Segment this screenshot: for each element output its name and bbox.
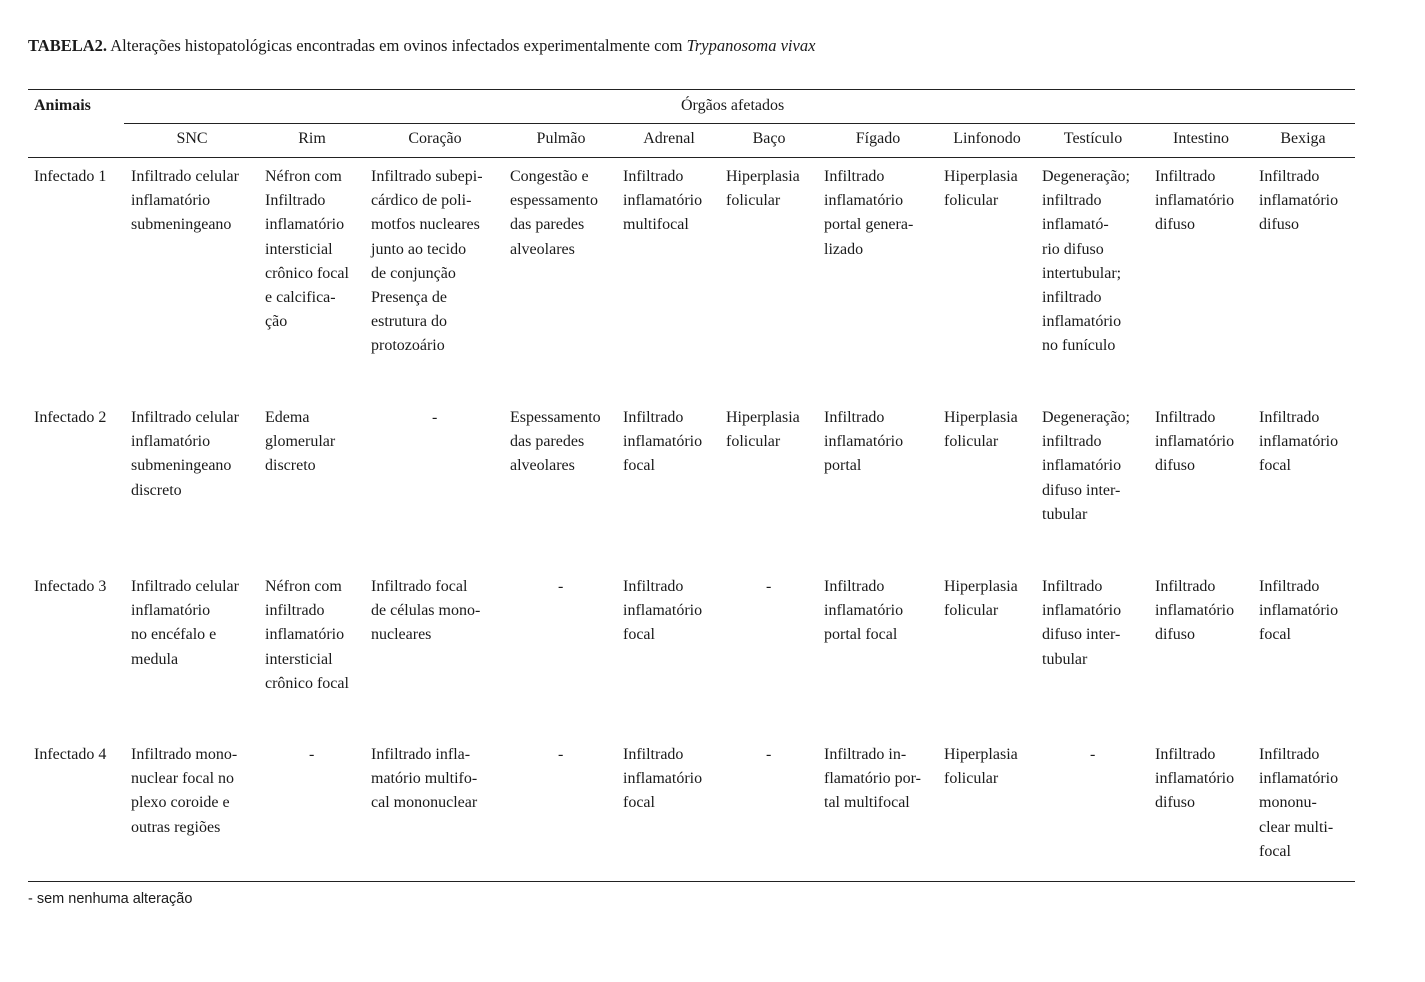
table-cell: Infiltrado inflamatório difuso <box>1155 409 1235 475</box>
row-animal-label: Infectado 3 <box>34 578 107 595</box>
column-header: Intestino <box>1173 130 1229 147</box>
column-header: Pulmão <box>536 130 586 147</box>
header-animais: Animais <box>34 97 91 114</box>
column-header: Testículo <box>1063 130 1123 147</box>
header-bottom-rule <box>28 157 1355 158</box>
table-top-rule <box>28 89 1355 90</box>
table-cell: Infiltrado inflamatório focal <box>623 409 703 475</box>
header-group: Órgãos afetados <box>681 97 785 114</box>
table-cell: Infiltrado inflamatório portal focal <box>824 578 904 644</box>
table-cell: - <box>766 578 772 595</box>
column-header: Rim <box>298 130 326 147</box>
footnote: - sem nenhuma alteração <box>28 891 193 907</box>
caption-species: Trypanosoma vivax <box>686 36 816 55</box>
table-bottom-rule <box>28 881 1355 882</box>
table-cell: Infiltrado inflamatório difuso inter- tubular <box>1042 578 1122 668</box>
table-cell: Edema glomerular discreto <box>265 409 336 475</box>
table-cell: Hiperplasia folicular <box>944 409 1018 451</box>
table-cell: Infiltrado inflamatório focal <box>1259 409 1339 475</box>
table-cell: Infiltrado celular inflamatório submeningeano <box>131 168 239 234</box>
caption-label: TABELA2. <box>28 36 108 55</box>
table-cell: Congestão e espessamento das paredes alveolares <box>510 168 598 258</box>
table-cell: Infiltrado inflamatório difuso <box>1155 168 1235 234</box>
column-header: SNC <box>176 130 208 147</box>
column-header: Bexiga <box>1280 130 1326 147</box>
table-cell: Infiltrado inflamatório portal <box>824 409 904 475</box>
table-cell: Infiltrado celular inflamatório submeningeano discreto <box>131 409 239 499</box>
table-cell: Infiltrado inflamatório mononu- clear multi- focal <box>1259 746 1339 860</box>
table-cell: Espessamento das paredes alveolares <box>510 409 601 475</box>
column-header: Fígado <box>855 130 901 147</box>
table-cell: - <box>558 578 564 595</box>
table-cell: Infiltrado focal de células mono- nucleares <box>371 578 481 644</box>
table-cell: Infiltrado inflamatório focal <box>623 746 703 812</box>
table-cell: Hiperplasia folicular <box>726 168 800 210</box>
header-sub-rule <box>124 123 1355 124</box>
table-cell: Néfron com Infiltrado inflamatório intersticial crônico focal e calcifica- ção <box>265 168 349 331</box>
table-cell: - <box>558 746 564 763</box>
table-cell: - <box>309 746 315 763</box>
row-animal-label: Infectado 2 <box>34 409 107 426</box>
table-cell: Degeneração; infiltrado inflamató- rio difuso intertubular; infiltrado inflamatório no funículo <box>1042 168 1130 355</box>
column-header: Baço <box>752 130 786 147</box>
column-header: Adrenal <box>643 130 695 147</box>
table-cell: Infiltrado inflamatório difuso <box>1155 578 1235 644</box>
table-cell: Infiltrado mono- nuclear focal no plexo coroide e outras regiões <box>131 746 238 836</box>
table-cell: - <box>766 746 772 763</box>
table-cell: - <box>432 409 438 426</box>
table-cell: Hiperplasia folicular <box>726 409 800 451</box>
table-caption <box>28 36 815 56</box>
table-cell: Infiltrado inflamatório focal <box>623 578 703 644</box>
table-cell: Hiperplasia folicular <box>944 746 1018 788</box>
table-cell: Infiltrado infla- matório multifo- cal mononuclear <box>371 746 478 812</box>
table-cell: Infiltrado inflamatório difuso <box>1155 746 1235 812</box>
table-cell: Infiltrado inflamatório portal genera- lizado <box>824 168 914 258</box>
table-cell: Infiltrado in- flamatório por- tal multifocal <box>824 746 921 812</box>
column-header: Coração <box>408 130 462 147</box>
table-cell: Néfron com infiltrado inflamatório intersticial crônico focal <box>265 578 349 692</box>
table-cell: Hiperplasia folicular <box>944 168 1018 210</box>
row-animal-label: Infectado 1 <box>34 168 107 185</box>
table-cell: Hiperplasia folicular <box>944 578 1018 620</box>
table-cell: Infiltrado inflamatório difuso <box>1259 168 1339 234</box>
table-cell: Degeneração; infiltrado inflamatório difuso inter- tubular <box>1042 409 1130 523</box>
table-cell: - <box>1090 746 1096 763</box>
table-cell: Infiltrado inflamatório focal <box>1259 578 1339 644</box>
column-header: Linfonodo <box>953 130 1021 147</box>
table-cell: Infiltrado celular inflamatório no encéfalo e medula <box>131 578 239 668</box>
row-animal-label: Infectado 4 <box>34 746 107 763</box>
caption-text: Alterações histopatológicas encontradas em ovinos infectados experimentalmente com <box>107 36 687 55</box>
table-cell: Infiltrado subepi- cárdico de poli- motfos nucleares junto ao tecido de conjunção Presença de estrutura do protozoário <box>371 168 483 355</box>
table-cell: Infiltrado inflamatório multifocal <box>623 168 703 234</box>
